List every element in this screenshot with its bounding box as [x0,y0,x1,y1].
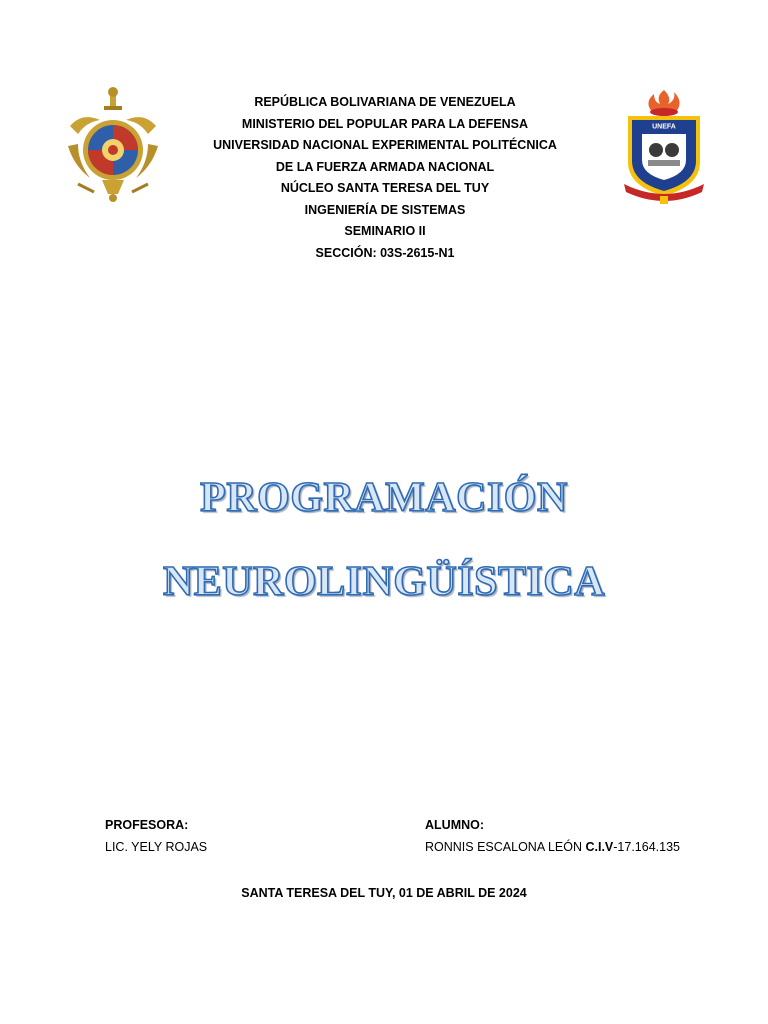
document-title-line-2: NEUROLINGÜÍSTICA [162,559,606,605]
professor-name: LIC. YELY ROJAS [105,840,208,854]
student-label: ALUMNO: [425,818,485,832]
header-line-program: INGENIERÍA DE SISTEMAS [304,202,466,217]
student-info [425,840,680,854]
professor-label: PROFESORA: [105,818,189,832]
header-line-ministry: MINISTERIO DEL POPULAR PARA LA DEFENSA [241,116,529,131]
header-line-section: SECCIÓN: 03S-2615-N1 [315,245,455,260]
header-line-course: SEMINARIO II [344,224,426,238]
header-line-campus: NÚCLEO SANTA TERESA DEL TUY [280,181,490,195]
unefa-banner-text: UNEFA [652,123,676,131]
ministry-emblem-logo [64,86,162,204]
place-and-date: SANTA TERESA DEL TUY, 01 DE ABRIL DE 2024 [241,886,527,900]
document-title-line-1: PROGRAMACIÓN [200,475,568,521]
institution-header [180,92,590,264]
header-line-armed-forces: DE LA FUERZA ARMADA NACIONAL [275,159,495,174]
student-name: RONNIS ESCALONA LEÓN [425,840,586,854]
header-line-republic: REPÚBLICA BOLIVARIANA DE VENEZUELA [254,95,516,109]
student-id: -17.164.135 [613,840,680,854]
header-line-university: UNIVERSIDAD NACIONAL EXPERIMENTAL POLITÉCNICA [213,138,557,152]
unefa-shield-logo [622,88,706,206]
student-id-label: C.I.V [585,840,614,854]
